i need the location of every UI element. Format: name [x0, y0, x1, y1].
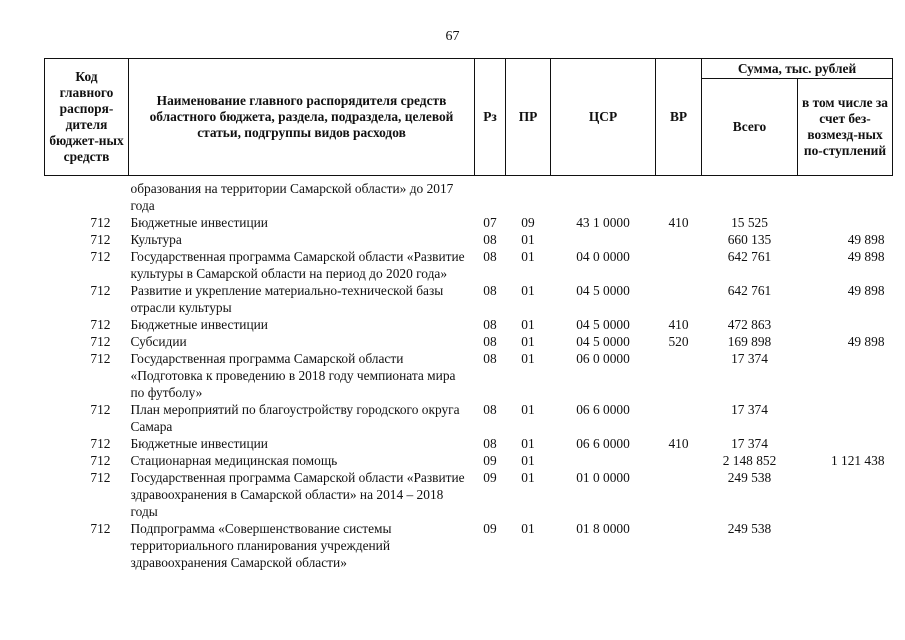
cell-pr: 01	[521, 283, 535, 298]
header-pr: ПР	[506, 59, 551, 176]
cell-total: 642 761	[727, 283, 772, 298]
table-row	[45, 435, 893, 452]
cell-pr: 01	[521, 249, 535, 264]
cell-incl	[798, 469, 893, 520]
cell-csr: 04 5 0000	[576, 317, 630, 332]
cell-vr: 410	[668, 317, 689, 332]
cell-name: Государственная программа Самарской области «Подготовка к проведению в 2018 году чемпионата мира по футболу»	[130, 351, 456, 400]
cell-code: 712	[90, 215, 111, 230]
header-incl: в том числе за счет без-возмезд-ных по-ступлений	[798, 79, 893, 176]
cell-total: 660 135	[727, 232, 772, 247]
table-row	[45, 214, 893, 231]
cell-code: 712	[90, 402, 111, 417]
cell-pr: 01	[521, 453, 535, 468]
cell-csr	[551, 231, 656, 248]
cell-pr: 01	[521, 521, 535, 536]
cell-rz: 08	[483, 436, 497, 451]
cell-total: 249 538	[727, 470, 772, 485]
cell-csr: 04 0 0000	[576, 249, 630, 264]
cell-csr: 01 0 0000	[576, 470, 630, 485]
cell-csr: 01 8 0000	[576, 521, 630, 536]
cell-vr	[656, 520, 702, 571]
cell-total: 17 374	[731, 436, 768, 451]
table-row	[45, 316, 893, 333]
cell-csr: 04 5 0000	[576, 283, 630, 298]
cell-total: 249 538	[727, 521, 772, 536]
cell-rz: 09	[483, 453, 497, 468]
cell-csr	[551, 452, 656, 469]
cell-incl	[798, 316, 893, 333]
cell-name: Бюджетные инвестиции	[130, 215, 268, 230]
cell-pr: 01	[521, 436, 535, 451]
table-body	[45, 176, 893, 572]
cell-total: 17 374	[731, 402, 768, 417]
table-row	[45, 248, 893, 282]
cell-total: 2 148 852	[722, 453, 777, 468]
cell-vr	[656, 401, 702, 435]
cell-rz: 08	[483, 317, 497, 332]
header-sum-group: Сумма, тыс. рублей	[702, 59, 893, 79]
table-row	[45, 401, 893, 435]
header-vr: ВР	[656, 59, 702, 176]
cell-code: 712	[90, 453, 111, 468]
cell-rz: 08	[483, 402, 497, 417]
cell-incl: 49 898	[847, 232, 885, 247]
cell-total	[702, 176, 798, 215]
cell-vr	[656, 176, 702, 215]
cell-code: 712	[90, 283, 111, 298]
cell-pr: 01	[521, 334, 535, 349]
header-code: Код главного распоря-дителя бюджет-ных средств	[45, 59, 129, 176]
cell-name: Развитие и укрепление материально-технической базы отрасли культуры	[130, 283, 444, 315]
cell-name: Государственная программа Самарской области «Развитие культуры в Самарской области на период до 2020 года»	[130, 249, 465, 281]
cell-code: 712	[90, 521, 111, 536]
cell-rz: 08	[483, 334, 497, 349]
cell-pr: 01	[521, 351, 535, 366]
cell-vr	[656, 469, 702, 520]
cell-code: 712	[90, 436, 111, 451]
cell-pr: 01	[521, 317, 535, 332]
table-row	[45, 176, 893, 215]
cell-vr	[656, 350, 702, 401]
table-row	[45, 333, 893, 350]
cell-vr: 410	[668, 215, 689, 230]
cell-vr	[656, 452, 702, 469]
cell-code: 712	[90, 351, 111, 366]
cell-incl	[798, 214, 893, 231]
cell-name: образования на территории Самарской области» до 2017 года	[130, 181, 454, 213]
table-row	[45, 452, 893, 469]
cell-vr	[656, 282, 702, 316]
cell-rz: 08	[483, 351, 497, 366]
cell-csr: 06 6 0000	[576, 436, 630, 451]
cell-vr: 410	[668, 436, 689, 451]
cell-code: 712	[90, 317, 111, 332]
cell-rz	[475, 176, 506, 215]
cell-incl	[798, 350, 893, 401]
cell-name: Стационарная медицинская помощь	[130, 453, 338, 468]
cell-incl	[798, 435, 893, 452]
table-header	[45, 59, 893, 176]
cell-code	[45, 176, 129, 215]
cell-pr: 09	[521, 215, 535, 230]
cell-total: 17 374	[731, 351, 768, 366]
cell-code: 712	[90, 470, 111, 485]
cell-rz: 08	[483, 283, 497, 298]
cell-incl	[798, 401, 893, 435]
cell-name: Государственная программа Самарской области «Развитие здравоохранения в Самарской области» на 2014 – 2018 годы	[130, 470, 465, 519]
cell-vr: 520	[668, 334, 689, 349]
cell-pr	[506, 176, 551, 215]
cell-name: Бюджетные инвестиции	[130, 436, 268, 451]
cell-code: 712	[90, 232, 111, 247]
cell-incl: 49 898	[847, 283, 885, 298]
cell-rz: 09	[483, 470, 497, 485]
table-row	[45, 350, 893, 401]
cell-incl: 1 121 438	[830, 453, 885, 468]
cell-incl: 49 898	[847, 334, 885, 349]
cell-pr: 01	[521, 470, 535, 485]
cell-total: 472 863	[727, 317, 772, 332]
cell-code: 712	[90, 334, 111, 349]
table-row	[45, 469, 893, 520]
cell-csr: 06 6 0000	[576, 402, 630, 417]
table-row	[45, 231, 893, 248]
cell-csr: 43 1 0000	[576, 215, 630, 230]
header-total: Всего	[702, 79, 798, 176]
budget-table	[44, 58, 893, 571]
cell-incl	[798, 176, 893, 215]
cell-incl	[798, 520, 893, 571]
cell-name: Подпрограмма «Совершенствование системы территориального планирования учреждений здравоохранения Самарской области»	[130, 521, 392, 570]
cell-csr: 04 5 0000	[576, 334, 630, 349]
cell-pr: 01	[521, 402, 535, 417]
cell-vr	[656, 231, 702, 248]
cell-code: 712	[90, 249, 111, 264]
cell-pr: 01	[521, 232, 535, 247]
cell-rz: 07	[483, 215, 497, 230]
table-row	[45, 520, 893, 571]
cell-incl: 49 898	[847, 249, 885, 264]
cell-rz: 09	[483, 521, 497, 536]
cell-name: Культура	[130, 232, 182, 247]
cell-csr: 06 0 0000	[576, 351, 630, 366]
header-csr: ЦСР	[551, 59, 656, 176]
page-number: 67	[445, 29, 460, 44]
table-row	[45, 282, 893, 316]
cell-total: 169 898	[727, 334, 772, 349]
cell-total: 15 525	[731, 215, 768, 230]
cell-csr	[551, 176, 656, 215]
cell-name: Субсидии	[130, 334, 187, 349]
cell-name: План мероприятий по благоустройству городского округа Самара	[130, 402, 460, 434]
cell-total: 642 761	[727, 249, 772, 264]
cell-rz: 08	[483, 232, 497, 247]
cell-name: Бюджетные инвестиции	[130, 317, 268, 332]
header-name: Наименование главного распорядителя средств областного бюджета, раздела, подраздела, целевой статьи, подгруппы видов расходов	[129, 59, 475, 176]
cell-vr	[656, 248, 702, 282]
cell-rz: 08	[483, 249, 497, 264]
header-rz: Рз	[475, 59, 506, 176]
